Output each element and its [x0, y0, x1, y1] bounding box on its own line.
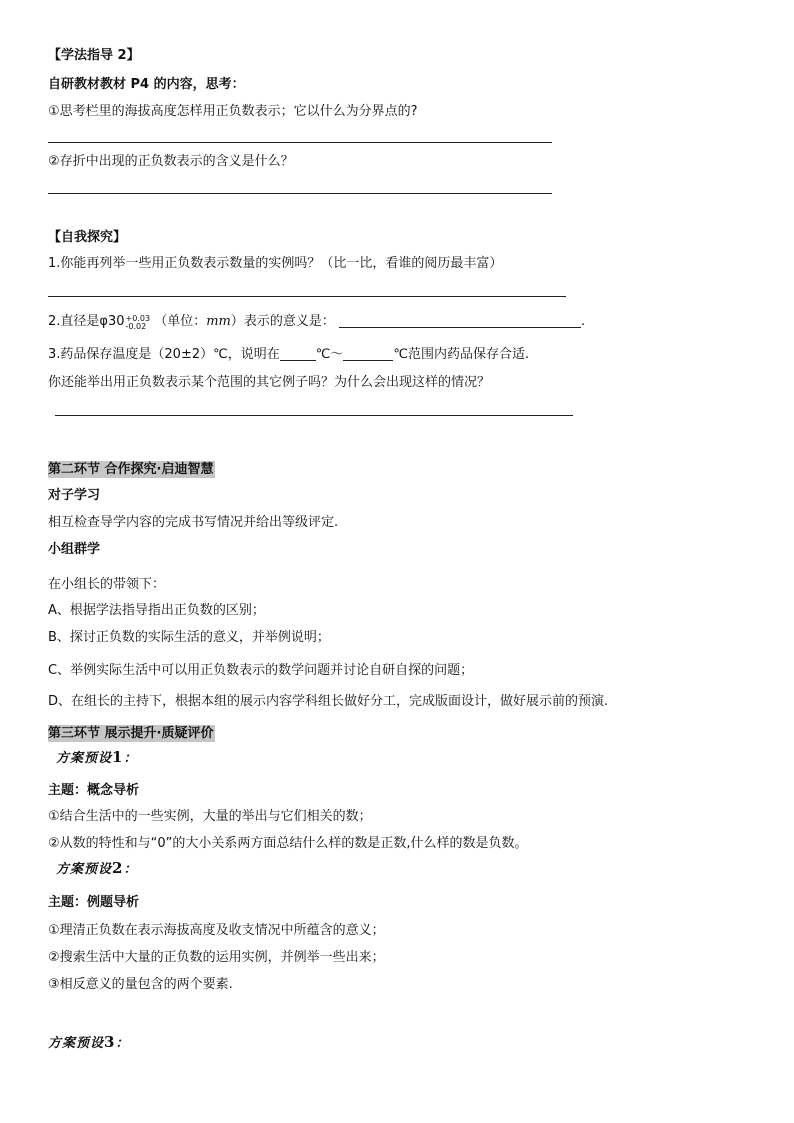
- explore-heading: 【自我探究】: [48, 230, 127, 245]
- group-item-b: B、探讨正负数的实际生活的意义，并举例说明；: [48, 630, 330, 645]
- q2-mid-b: ）表示的意义是：: [230, 314, 335, 329]
- q2-tol-upper: +0.03: [125, 314, 151, 323]
- q3-part-b: 2）℃，说明在: [191, 347, 280, 362]
- plan-2-item-3: ③相反意义的量包含的两个要素.: [48, 977, 233, 992]
- q2-diameter: φ30: [99, 314, 125, 329]
- plan-1-item-2: ②从数的特性和与“0”的大小关系两方面总结什么样的数是正数,什么样的数是负数。: [48, 836, 528, 851]
- plan-3-heading: [48, 1033, 129, 1053]
- plan-2-colon: ：: [123, 862, 138, 877]
- q3-blank-high[interactable]: [343, 346, 393, 361]
- q3-plus-minus: ±: [180, 347, 192, 362]
- pair-study-text: 相互检查导学内容的完成书写情况并给出等级评定.: [48, 515, 339, 530]
- plan-1-item-1: ①结合生活中的一些实例，大量的举出与它们相关的数；: [48, 809, 372, 824]
- q2-mid-a: （单位：: [154, 314, 207, 329]
- q3-part-a: 3.药品保存温度是（20: [48, 347, 181, 362]
- plan-1-heading: [56, 748, 137, 768]
- explore-question-4: 你还能举出用正负数表示某个范围的其它例子吗？为什么会出现这样的情况？: [48, 375, 491, 390]
- guide2-question-2: ②存折中出现的正负数表示的含义是什么？: [48, 154, 294, 169]
- q2-unit: mm: [206, 314, 231, 329]
- group-study-title: 小组群学: [48, 542, 101, 557]
- plan-2-item-2: ②搜索生活中大量的正负数的运用实例，并例举一些出来；: [48, 950, 385, 965]
- guide2-heading: 【学法指导 2】: [48, 48, 140, 63]
- section2-title-text: 第二环节 合作探究·启迪智慧: [48, 462, 214, 477]
- plan-2-heading: [56, 859, 137, 879]
- plan-2-topic: 主题：例题导析: [48, 895, 140, 910]
- guide2-question-1: ①思考栏里的海拔高度怎样用正负数表示；它以什么为分界点的?: [48, 104, 418, 119]
- q2-tolerance: [126, 315, 151, 331]
- plan-3-label: 方案预设: [48, 1036, 105, 1051]
- q2-prefix: 2.直径是: [48, 314, 100, 329]
- plan-1-number: 1: [112, 748, 124, 766]
- plan-3-number: 3: [104, 1033, 116, 1051]
- q2-end: .: [581, 314, 586, 329]
- group-item-d: D、在组长的主持下，根据本组的展示内容学科组长做好分工，完成版面设计，做好展示前的预演.: [48, 694, 609, 709]
- plan-3-colon: ：: [115, 1036, 130, 1051]
- section2-title: [48, 461, 215, 479]
- plan-1-colon: ：: [123, 751, 138, 766]
- q3-part-c: ℃～: [315, 347, 344, 362]
- plan-2-number: 2: [112, 859, 124, 877]
- explore-question-2: [48, 313, 585, 331]
- answer-line-2[interactable]: [48, 193, 552, 194]
- answer-line-4[interactable]: [55, 415, 573, 416]
- group-item-a: A、根据学法指导指出正负数的区别；: [48, 603, 265, 618]
- q3-blank-low[interactable]: [280, 346, 316, 361]
- explore-question-1: 1.你能再列举一些用正负数表示数量的实例吗？（比一比，看谁的阅历最丰富）: [48, 256, 503, 271]
- plan-1-topic: 主题：概念导析: [48, 783, 140, 798]
- answer-line-3[interactable]: [48, 296, 566, 297]
- plan-1-label: 方案预设: [56, 751, 113, 766]
- plan-2-label: 方案预设: [56, 862, 113, 877]
- explore-question-3: [48, 346, 529, 364]
- q2-tol-lower: -0.02: [125, 322, 147, 331]
- section3-title: [48, 725, 215, 743]
- q3-part-d: ℃范围内药品保存合适.: [393, 347, 530, 362]
- q2-answer-blank[interactable]: [339, 313, 581, 328]
- group-item-c: C、举例实际生活中可以用正负数表示的数学问题并讨论自研自探的问题；: [48, 663, 474, 678]
- pair-study-title: 对子学习: [48, 488, 101, 503]
- plan-2-item-1: ①理清正负数在表示海拔高度及收支情况中所蕴含的意义；: [48, 923, 385, 938]
- section3-title-text: 第三环节 展示提升·质疑评价: [48, 726, 214, 741]
- guide2-intro: 自研教材教材 P4 的内容，思考：: [48, 77, 245, 92]
- group-study-intro: 在小组长的带领下：: [48, 577, 166, 592]
- answer-line-1[interactable]: [48, 142, 552, 143]
